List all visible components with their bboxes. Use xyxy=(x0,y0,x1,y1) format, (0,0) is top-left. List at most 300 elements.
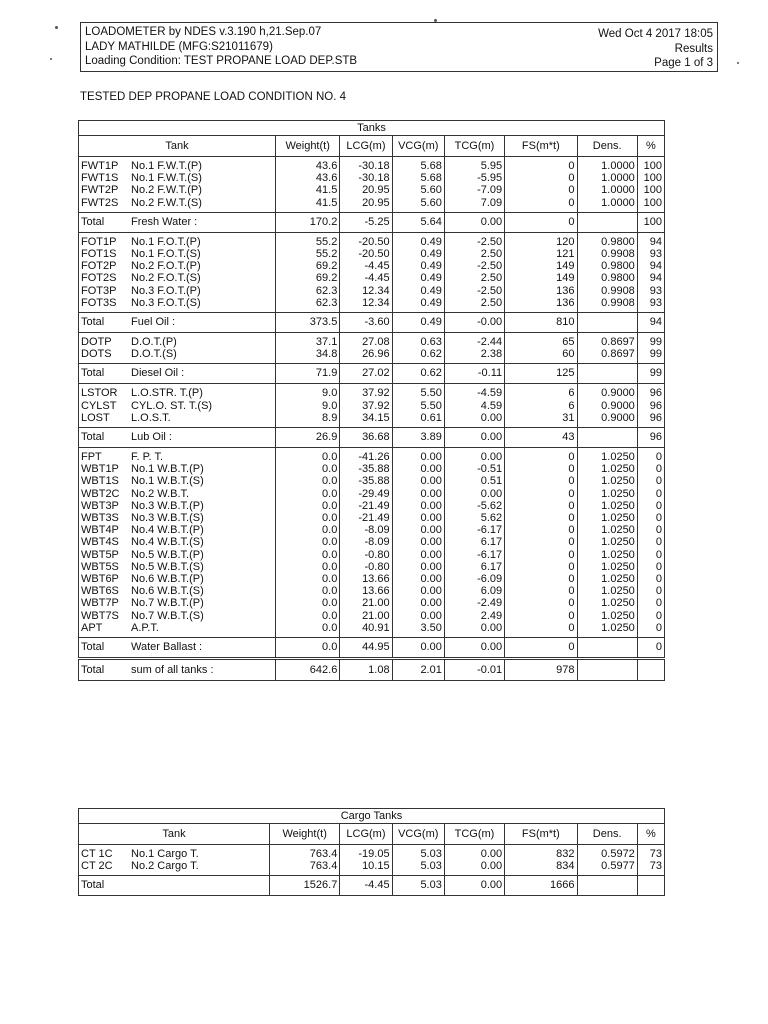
cell-value: 0.9800 xyxy=(577,236,637,248)
cell-value: 0.00 xyxy=(392,512,444,524)
tank-code: FWT1P xyxy=(81,160,119,172)
cell-value: 5.60 xyxy=(392,184,444,196)
column-header: Tank xyxy=(79,136,276,157)
cell-value: 1.0250 xyxy=(577,475,637,487)
cell-value: 0 xyxy=(505,160,577,172)
cell-value: 0 xyxy=(637,622,664,634)
cell-value xyxy=(577,659,637,681)
tank-row xyxy=(79,285,665,297)
cargo-table xyxy=(78,808,665,896)
cell-value: -4.45 xyxy=(340,876,392,896)
cell-value: 8.9 xyxy=(276,412,340,424)
cell-value: 0.0 xyxy=(276,512,340,524)
cell-value: -6.17 xyxy=(444,549,504,561)
tank-code: FOT2S xyxy=(81,272,117,285)
tank-row xyxy=(79,585,665,597)
tank-description: No.2 F.W.T.(P) xyxy=(131,184,202,197)
cell-value xyxy=(637,876,664,896)
cell-value: 0.0 xyxy=(276,549,340,561)
cell-value: 0 xyxy=(505,597,577,609)
tank-row xyxy=(79,412,665,424)
column-header: TCG(m) xyxy=(444,824,504,845)
cell-value: 96 xyxy=(637,387,664,399)
tank-description: No.2 F.W.T.(S) xyxy=(131,196,202,209)
cell-value: 12.34 xyxy=(340,297,392,309)
cell-value: 0.0 xyxy=(276,475,340,487)
cell-value: -4.59 xyxy=(444,387,504,399)
tank-description: Water Ballast : xyxy=(131,641,203,654)
cell-value: 1.0000 xyxy=(577,184,637,196)
cell-value: 136 xyxy=(505,297,577,309)
cell-value: -30.18 xyxy=(340,172,392,184)
grand-total-row xyxy=(79,659,665,681)
tank-code: CT 2C xyxy=(81,860,113,873)
cell-value: 73 xyxy=(637,860,664,872)
cell-value: 0.00 xyxy=(444,876,504,896)
cell-value: 1.0250 xyxy=(577,524,637,536)
cell-value: -2.50 xyxy=(444,285,504,297)
tank-description: F. P. T. xyxy=(131,451,164,464)
tank-name xyxy=(79,336,276,348)
cell-value: 0.00 xyxy=(392,536,444,548)
cell-value: 0.49 xyxy=(392,236,444,248)
cell-value: 100 xyxy=(637,160,664,172)
cell-value: 99 xyxy=(637,348,664,360)
tank-name xyxy=(79,488,276,500)
cell-value: 0.51 xyxy=(444,475,504,487)
cell-value: -19.05 xyxy=(340,848,392,860)
cell-value: 69.2 xyxy=(276,260,340,272)
cell-value: -20.50 xyxy=(340,248,392,260)
cell-value: 37.1 xyxy=(276,336,340,348)
cell-value: 2.01 xyxy=(392,659,444,681)
cell-value: 65 xyxy=(505,336,577,348)
tank-code: DOTP xyxy=(81,336,112,349)
cell-value: 0.00 xyxy=(392,597,444,609)
cell-value: 0 xyxy=(637,488,664,500)
cell-value: 26.9 xyxy=(276,428,340,448)
cell-value: 0.00 xyxy=(392,451,444,463)
cell-value: 94 xyxy=(637,272,664,284)
tank-row xyxy=(79,536,665,548)
cell-value: 94 xyxy=(637,313,664,333)
cell-value: 0.00 xyxy=(444,212,504,232)
tank-name xyxy=(79,212,276,232)
tank-code: FOT1P xyxy=(81,235,117,248)
cell-value: -7.09 xyxy=(444,184,504,196)
tank-name xyxy=(79,622,276,634)
tank-code: CT 1C xyxy=(81,848,113,860)
cell-value: 0.8697 xyxy=(577,348,637,360)
tank-description: sum of all tanks : xyxy=(131,664,214,677)
cell-value: 0.00 xyxy=(444,428,504,448)
tank-name xyxy=(79,585,276,597)
cell-value: 0.0 xyxy=(276,561,340,573)
cell-value: 1.0250 xyxy=(577,451,637,463)
cell-value: 26.96 xyxy=(340,348,392,360)
cell-value: 763.4 xyxy=(269,848,339,860)
cell-value: 0 xyxy=(505,573,577,585)
tank-code: WBT2C xyxy=(81,487,120,500)
tank-description: No.4 W.B.T.(P) xyxy=(131,524,204,537)
cell-value: 0.0 xyxy=(276,524,340,536)
cell-value: -20.50 xyxy=(340,236,392,248)
column-header: Weight(t) xyxy=(269,824,339,845)
cell-value: 0 xyxy=(505,475,577,487)
tank-name xyxy=(79,597,276,609)
cell-value: 1.0250 xyxy=(577,561,637,573)
tank-code: WBT7P xyxy=(81,597,119,610)
cell-value: 832 xyxy=(505,848,577,860)
group-total-row xyxy=(79,313,665,333)
cell-value: 5.95 xyxy=(444,160,504,172)
tank-code: WBT5P xyxy=(81,548,119,561)
tank-description: No.2 F.O.T.(P) xyxy=(131,260,201,273)
tank-code: WBT4P xyxy=(81,524,119,537)
cell-value: 0 xyxy=(505,610,577,622)
cell-value: -6.17 xyxy=(444,524,504,536)
tank-description: No.2 F.O.T.(S) xyxy=(131,272,201,285)
cell-value: 0.9908 xyxy=(577,248,637,260)
cell-value: 0.00 xyxy=(444,848,504,860)
tank-code: FOT1S xyxy=(81,248,117,261)
cell-value: 3.89 xyxy=(392,428,444,448)
cell-value: 41.5 xyxy=(276,197,340,209)
cell-value: 0.0 xyxy=(276,463,340,475)
tank-name xyxy=(79,860,270,872)
cell-value: 0.0 xyxy=(276,638,340,659)
cell-value: 40.91 xyxy=(340,622,392,634)
cell-value: 1.0000 xyxy=(577,197,637,209)
cell-value: 0 xyxy=(505,500,577,512)
cell-value: 0.8697 xyxy=(577,336,637,348)
cell-value: 41.5 xyxy=(276,184,340,196)
cell-value: -21.49 xyxy=(340,500,392,512)
program-name: LOADOMETER by NDES v.3.190 h,21.Sep.07 xyxy=(85,26,322,38)
cell-value: 0.9000 xyxy=(577,400,637,412)
cell-value: 6.09 xyxy=(444,585,504,597)
cell-value xyxy=(577,212,637,232)
tank-row xyxy=(79,549,665,561)
tank-code: FOT2P xyxy=(81,260,117,273)
cell-value: 0.0 xyxy=(276,536,340,548)
cell-value: 100 xyxy=(637,197,664,209)
tank-row xyxy=(79,197,665,209)
cell-value: 36.68 xyxy=(340,428,392,448)
cell-value: 0.9000 xyxy=(577,412,637,424)
cell-value: 0.00 xyxy=(444,451,504,463)
cell-value: 0 xyxy=(637,561,664,573)
cell-value: 0 xyxy=(505,172,577,184)
cell-value: 763.4 xyxy=(269,860,339,872)
tank-description: L.O.STR. T.(P) xyxy=(131,387,203,400)
cell-value: 978 xyxy=(505,659,577,681)
cell-value: 149 xyxy=(505,260,577,272)
cell-value: 1.0250 xyxy=(577,610,637,622)
cell-value: -0.00 xyxy=(444,313,504,333)
cell-value: 170.2 xyxy=(276,212,340,232)
cell-value: 0 xyxy=(505,549,577,561)
cell-value: 0.0 xyxy=(276,500,340,512)
cell-value: 0 xyxy=(637,585,664,597)
cell-value xyxy=(637,659,664,681)
cell-value: 1.0250 xyxy=(577,585,637,597)
cell-value: 2.50 xyxy=(444,272,504,284)
cell-value: 6.17 xyxy=(444,536,504,548)
tank-row xyxy=(79,500,665,512)
vessel-name: LADY MATHILDE (MFG:S21011679) xyxy=(85,40,273,53)
cell-value: 21.00 xyxy=(340,597,392,609)
cell-value: -2.44 xyxy=(444,336,504,348)
cell-value: 0.9800 xyxy=(577,260,637,272)
tank-code: WBT3S xyxy=(81,512,119,525)
cell-value: 0.00 xyxy=(392,610,444,622)
cell-value: 43 xyxy=(505,428,577,448)
cell-value: -35.88 xyxy=(340,475,392,487)
cell-value: 136 xyxy=(505,285,577,297)
cell-value: 99 xyxy=(637,336,664,348)
tank-description: No.3 F.O.T.(P) xyxy=(131,284,201,297)
cell-value: -6.09 xyxy=(444,573,504,585)
tank-code: Total xyxy=(81,664,105,677)
cell-value: 125 xyxy=(505,364,577,384)
cell-value: 120 xyxy=(505,236,577,248)
page-number: Page 1 of 3 xyxy=(654,57,713,69)
tank-code: WBT5S xyxy=(81,560,119,573)
tank-description: No.6 W.B.T.(S) xyxy=(131,585,204,598)
cell-value: 0.62 xyxy=(392,364,444,384)
cell-value: 0.00 xyxy=(392,463,444,475)
group-total-row xyxy=(79,638,665,659)
scan-speck xyxy=(50,58,52,60)
cell-value: 0 xyxy=(637,610,664,622)
cell-value: 3.50 xyxy=(392,622,444,634)
tank-code: WBT3P xyxy=(81,499,119,512)
tank-code: WBT7S xyxy=(81,609,119,622)
cell-value: 5.50 xyxy=(392,400,444,412)
tank-description: No.1 W.B.T.(S) xyxy=(131,475,204,488)
tank-name xyxy=(79,313,276,333)
cell-value: 60 xyxy=(505,348,577,360)
tank-code: APT xyxy=(81,621,103,634)
cell-value xyxy=(577,638,637,659)
tank-code: FPT xyxy=(81,451,102,464)
tank-row xyxy=(79,451,665,463)
cell-value: 94 xyxy=(637,260,664,272)
tank-row xyxy=(79,260,665,272)
cell-value: 1.0250 xyxy=(577,597,637,609)
cell-value: 5.03 xyxy=(392,860,444,872)
tank-row xyxy=(79,184,665,196)
tank-description: No.1 Cargo T. xyxy=(131,848,199,860)
cell-value: -29.49 xyxy=(340,488,392,500)
tank-description: Diesel Oil : xyxy=(131,367,185,380)
cell-value: 1.0250 xyxy=(577,512,637,524)
tank-name xyxy=(79,197,276,209)
column-header: % xyxy=(637,824,664,845)
cell-value: 0 xyxy=(637,500,664,512)
cell-value: 0.0 xyxy=(276,451,340,463)
cell-value: -5.25 xyxy=(340,212,392,232)
tank-description: No.2 Cargo T. xyxy=(131,860,199,873)
tank-description: No.1 F.W.T.(P) xyxy=(131,160,202,172)
tank-name xyxy=(79,160,276,172)
cell-value: 43.6 xyxy=(276,172,340,184)
tank-name xyxy=(79,428,276,448)
tank-code: FOT3S xyxy=(81,296,117,309)
tank-row xyxy=(79,573,665,585)
cell-value: -0.80 xyxy=(340,561,392,573)
cell-value: 37.92 xyxy=(340,400,392,412)
cell-value: 96 xyxy=(637,428,664,448)
cell-value: 0 xyxy=(505,184,577,196)
cell-value: 0.49 xyxy=(392,272,444,284)
cell-value: 0.0 xyxy=(276,622,340,634)
cell-value: 0.49 xyxy=(392,313,444,333)
tank-description: L.O.S.T. xyxy=(131,411,171,424)
cell-value: 93 xyxy=(637,285,664,297)
tank-row xyxy=(79,463,665,475)
cell-value: -2.49 xyxy=(444,597,504,609)
cell-value: 1.0250 xyxy=(577,549,637,561)
tank-description: No.1 F.O.T.(P) xyxy=(131,235,201,248)
cell-value: 9.0 xyxy=(276,400,340,412)
cell-value: 0 xyxy=(505,561,577,573)
tank-row xyxy=(79,348,665,360)
tank-name xyxy=(79,272,276,284)
tank-name xyxy=(79,348,276,360)
cell-value: 0 xyxy=(637,524,664,536)
cell-value: 0 xyxy=(505,197,577,209)
cell-value: 810 xyxy=(505,313,577,333)
header-left xyxy=(85,25,357,69)
tank-row xyxy=(79,297,665,309)
tank-description: No.6 W.B.T.(P) xyxy=(131,573,204,586)
tank-code: FOT3P xyxy=(81,284,117,297)
tank-code: Total xyxy=(81,367,105,380)
cell-value: 0 xyxy=(637,451,664,463)
tank-name xyxy=(79,412,276,424)
cell-value: 20.95 xyxy=(340,184,392,196)
tank-row xyxy=(79,512,665,524)
cell-value: 0.9800 xyxy=(577,272,637,284)
tank-name xyxy=(79,524,276,536)
cell-value: 100 xyxy=(637,184,664,196)
cell-value: 0 xyxy=(505,212,577,232)
tank-code: LSTOR xyxy=(81,387,118,400)
cell-value: 5.03 xyxy=(392,848,444,860)
cell-value: 0.00 xyxy=(392,561,444,573)
tank-code: Total xyxy=(81,215,105,228)
cell-value: 69.2 xyxy=(276,272,340,284)
cell-value: 1.08 xyxy=(340,659,392,681)
cell-value: 34.15 xyxy=(340,412,392,424)
tank-description: Fuel Oil : xyxy=(131,316,176,329)
cell-value: 0 xyxy=(505,488,577,500)
cell-value: 1.0250 xyxy=(577,488,637,500)
cell-value: 99 xyxy=(637,364,664,384)
cell-value: 0 xyxy=(637,512,664,524)
cell-value: 0 xyxy=(505,463,577,475)
cell-value: 55.2 xyxy=(276,236,340,248)
cell-value: 0.9908 xyxy=(577,297,637,309)
cell-value: 27.02 xyxy=(340,364,392,384)
cell-value: 0.49 xyxy=(392,248,444,260)
cell-value: 0.00 xyxy=(444,488,504,500)
cargo-body xyxy=(79,845,665,896)
tank-row xyxy=(79,561,665,573)
cell-value: 0.0 xyxy=(276,573,340,585)
cell-value: 373.5 xyxy=(276,313,340,333)
cell-value: -2.50 xyxy=(444,236,504,248)
tank-name xyxy=(79,172,276,184)
tank-row xyxy=(79,248,665,260)
cell-value: 6.17 xyxy=(444,561,504,573)
header-right xyxy=(598,27,713,71)
cell-value: -0.11 xyxy=(444,364,504,384)
cell-value: 5.64 xyxy=(392,212,444,232)
tank-name xyxy=(79,400,276,412)
tank-name xyxy=(79,451,276,463)
cell-value: 149 xyxy=(505,272,577,284)
cell-value: 62.3 xyxy=(276,285,340,297)
cell-value: 93 xyxy=(637,297,664,309)
tank-description: Lub Oil : xyxy=(131,431,172,444)
tank-row xyxy=(79,400,665,412)
column-header: % xyxy=(637,136,664,157)
cell-value: 0.00 xyxy=(392,549,444,561)
tanks-column-headers xyxy=(79,136,665,157)
tank-description: No.7 W.B.T.(S) xyxy=(131,609,204,622)
cell-value: 1.0250 xyxy=(577,500,637,512)
cargo-row xyxy=(79,848,665,860)
tank-name xyxy=(79,297,276,309)
cell-value: 5.60 xyxy=(392,197,444,209)
cell-value: 93 xyxy=(637,248,664,260)
cargo-row xyxy=(79,860,665,872)
tank-row xyxy=(79,236,665,248)
cell-value: 5.03 xyxy=(392,876,444,896)
tank-row xyxy=(79,336,665,348)
cell-value: -8.09 xyxy=(340,536,392,548)
cell-value: 94 xyxy=(637,236,664,248)
tank-code: WBT4S xyxy=(81,536,119,549)
tank-name xyxy=(79,549,276,561)
cell-value: 0.49 xyxy=(392,297,444,309)
cell-value: 55.2 xyxy=(276,248,340,260)
tank-description: No.1 W.B.T.(P) xyxy=(131,463,204,476)
cell-value xyxy=(577,876,637,896)
cell-value: 5.50 xyxy=(392,387,444,399)
tank-name xyxy=(79,248,276,260)
cell-value: -0.80 xyxy=(340,549,392,561)
cell-value: 0 xyxy=(637,549,664,561)
cell-value: 13.66 xyxy=(340,573,392,585)
cell-value: -0.51 xyxy=(444,463,504,475)
tank-row xyxy=(79,488,665,500)
cargo-total-row xyxy=(79,876,665,896)
tank-name xyxy=(79,610,276,622)
cell-value: 0.63 xyxy=(392,336,444,348)
tank-name xyxy=(79,848,270,860)
column-header: FS(m*t) xyxy=(505,136,577,157)
cell-value: 2.50 xyxy=(444,248,504,260)
cell-value: 0.00 xyxy=(392,475,444,487)
cell-value: 4.59 xyxy=(444,400,504,412)
cell-value: 0.00 xyxy=(444,412,504,424)
tank-name xyxy=(79,475,276,487)
cell-value: 0.00 xyxy=(392,500,444,512)
